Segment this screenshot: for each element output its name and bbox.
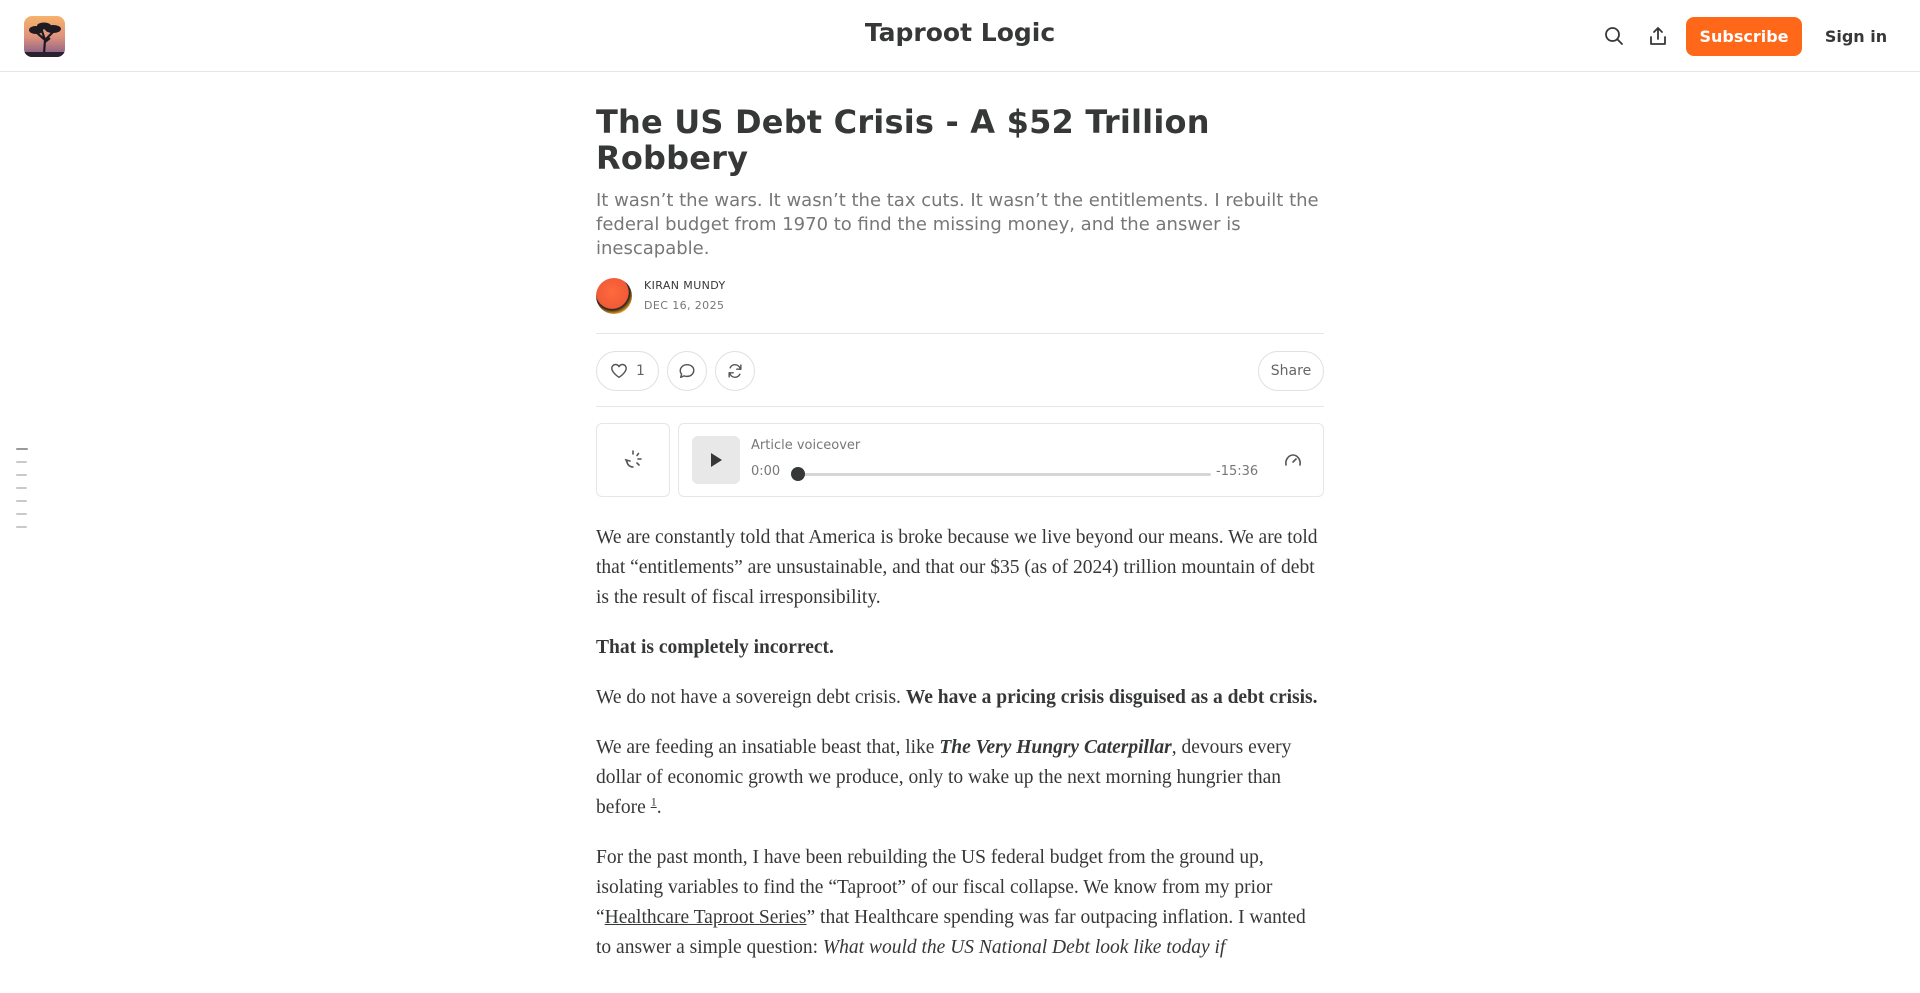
toc-marker[interactable] bbox=[16, 513, 27, 515]
publication-logo[interactable] bbox=[24, 16, 65, 57]
byline bbox=[596, 278, 1324, 316]
author-name[interactable]: KIRAN MUNDY bbox=[644, 279, 726, 292]
restack-button[interactable] bbox=[715, 351, 755, 391]
comment-icon bbox=[678, 362, 696, 380]
elapsed-time: 0:00 bbox=[751, 464, 781, 479]
play-button[interactable] bbox=[692, 436, 740, 484]
paragraph-text: We are feeding an insatiable beast that, like bbox=[596, 737, 940, 758]
article-body bbox=[596, 523, 1324, 963]
share-button[interactable]: Share bbox=[1258, 351, 1324, 391]
paragraph bbox=[596, 843, 1324, 963]
table-of-contents-indicator[interactable] bbox=[16, 448, 30, 539]
article bbox=[596, 72, 1324, 983]
voice-loading-icon bbox=[621, 448, 645, 472]
healthcare-series-link[interactable]: Healthcare Taproot Series bbox=[604, 907, 807, 928]
like-button[interactable] bbox=[596, 351, 659, 391]
bold-statement: We have a pricing crisis disguised as a debt crisis. bbox=[905, 687, 1318, 708]
paragraph-text: . bbox=[656, 797, 662, 818]
audio-progress-track[interactable] bbox=[797, 473, 1211, 476]
toc-marker[interactable] bbox=[16, 448, 28, 450]
remaining-time: -15:36 bbox=[1216, 464, 1259, 479]
paragraph: We are constantly told that America is broke because we live beyond our means. We are told that “entitlements” are unsustainable, and that our $35 (as of 2024) trillion mountain of debt is the result of fiscal irresponsibility. bbox=[596, 527, 1318, 608]
toc-marker[interactable] bbox=[16, 461, 27, 463]
play-icon bbox=[707, 451, 725, 469]
toc-marker[interactable] bbox=[16, 487, 27, 489]
book-title: The Very Hungry Caterpillar bbox=[939, 737, 1172, 758]
audio-player bbox=[596, 423, 1324, 497]
paragraph bbox=[596, 683, 1324, 713]
site-title[interactable]: Taproot Logic bbox=[864, 18, 1056, 47]
audio-scrubber-handle[interactable] bbox=[791, 467, 805, 481]
toc-marker[interactable] bbox=[16, 526, 27, 528]
comment-button[interactable] bbox=[667, 351, 707, 391]
author-avatar[interactable] bbox=[596, 278, 632, 314]
italic-question: What would the US National Debt look like today if bbox=[822, 937, 1226, 958]
toc-marker[interactable] bbox=[16, 500, 27, 502]
restack-icon bbox=[726, 362, 744, 380]
paragraph-text: ” that Healthcare spending was far outpacing inflation. I wanted to answer a simple question: bbox=[596, 907, 1306, 958]
publish-date: DEC 16, 2025 bbox=[644, 299, 725, 312]
subscribe-button[interactable]: Subscribe bbox=[1686, 17, 1802, 56]
audio-controls bbox=[678, 423, 1324, 497]
search-icon[interactable] bbox=[1602, 24, 1626, 48]
speedometer-icon bbox=[1282, 450, 1304, 472]
audio-title: Article voiceover bbox=[751, 438, 861, 453]
bold-statement: That is completely incorrect. bbox=[596, 637, 834, 658]
paragraph bbox=[596, 733, 1324, 823]
top-navigation-bar bbox=[0, 0, 1920, 72]
article-title: The US Debt Crisis - A $52 Trillion Robbery bbox=[596, 103, 1210, 177]
paragraph-text: For the past month, I have been rebuilding the US federal budget from the ground up, isolating variables to find the “Taproot” of our fiscal collapse. We know from my prior “ bbox=[596, 847, 1273, 928]
share-upload-icon[interactable] bbox=[1646, 24, 1670, 48]
heart-icon bbox=[610, 362, 628, 380]
playback-speed-button[interactable] bbox=[1282, 450, 1304, 472]
toc-marker[interactable] bbox=[16, 474, 27, 476]
article-subtitle: It wasn’t the wars. It wasn’t the tax cuts. It wasn’t the entitlements. I rebuilt the federal budget from 1970 to find the missing money, and the answer is inescapable. bbox=[596, 190, 1319, 259]
sign-in-button[interactable]: Sign in bbox=[1824, 27, 1888, 46]
paragraph bbox=[596, 633, 1324, 663]
paragraph-text: We do not have a sovereign debt crisis. bbox=[596, 687, 906, 708]
like-count: 1 bbox=[636, 363, 645, 379]
post-actions-bar bbox=[596, 333, 1324, 407]
footnote-link[interactable]: 1 bbox=[650, 794, 657, 809]
voice-selector-button[interactable] bbox=[596, 423, 670, 497]
paragraph-text: , devours every dollar of economic growth we produce, only to wake up the next morning hungrier than before bbox=[596, 737, 1292, 818]
